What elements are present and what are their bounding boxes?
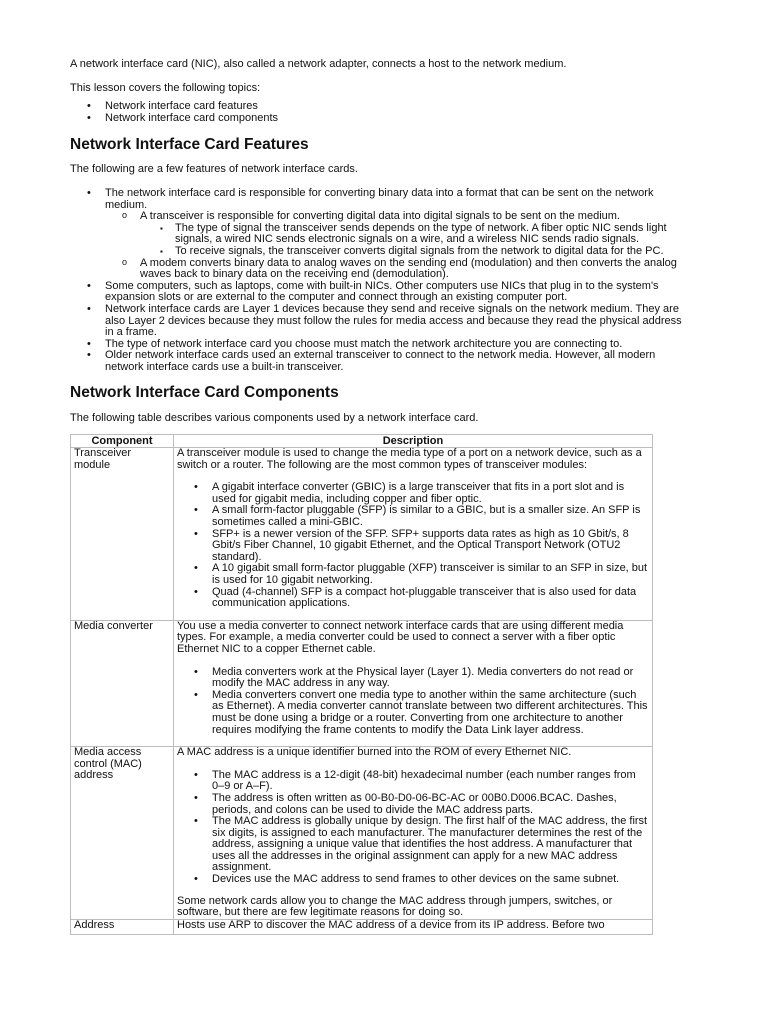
list-item: • The MAC address is globally unique by design. The first half of the MAC address, the first six digits, is assigned to each manufacturer. The manufacturer determines the rest of the address, assigning a unique value that identifies the host address. A manufacturer that uses all the addresses in the original assignment can apply for a new MAC address assignment. (177, 816, 649, 874)
component-cell: Address (71, 919, 174, 934)
description-paragraph: A MAC address is a unique identifier burned into the ROM of every Ethernet NIC. (177, 746, 572, 759)
description-cell (174, 747, 653, 920)
description-cell (174, 448, 653, 621)
table-header-row (71, 435, 653, 448)
list-item: ▪ The type of signal the transceiver sends depends on the type of network. A fiber optic NIC sends light signals, a wired NIC sends electronic signals on a wire, and a wireless NIC sends radio signals. (140, 223, 682, 246)
list-item: ▪ To receive signals, the transceiver converts digital signals from the network to digital data for the PC. (140, 246, 682, 258)
list-item: • A 10 gigabit small form-factor pluggable (XFP) transceiver is similar to an SFP in size, but is used for 10 gigabit networking. (177, 563, 649, 586)
list-item: • Quad (4-channel) SFP is a compact hot-pluggable transceiver that is also used for data communication applications. (177, 587, 649, 610)
document-page (70, 59, 682, 935)
list-item: • Media converters convert one media type to another within the same architecture (such as Ethernet). A media converter cannot translate between two different architectures. This must be done using a bridge or a router. Converting from one architecture to another requires modifying the frame contents to modify the Data Link layer address. (177, 690, 649, 736)
components-table (70, 434, 653, 935)
description-list (177, 667, 649, 737)
list-item-text: The network interface card is responsible for converting binary data into a format that can be sent on the network medium. (105, 186, 654, 211)
list-item: • The type of network interface card you choose must match the network architecture you are connecting to. (70, 339, 682, 351)
list-item: • Network interface cards are Layer 1 devices because they send and receive signals on the network medium. They are also Layer 2 devices because they must follow the rules for media access and because they read the physical address in a frame. (70, 304, 682, 339)
table-row (71, 448, 653, 621)
features-intro: The following are a few features of network interface cards. (70, 163, 358, 176)
description-list (177, 770, 649, 886)
list-item: • A gigabit interface converter (GBIC) is a large transceiver that fits in a port slot and is used for gigabit media, including copper and fiber optic. (177, 482, 649, 505)
table-row (71, 620, 653, 746)
list-item: • The address is often written as 00-B0-D0-06-BC-AC or 00B0.D006.BCAC. Dashes, periods, and colons can be used to divide the MAC address parts. (177, 793, 649, 816)
description-cell: Hosts use ARP to discover the MAC address of a device from its IP address. Before two (174, 919, 653, 934)
lesson-intro: This lesson covers the following topics: (70, 81, 261, 94)
features-heading: Network Interface Card Features (70, 136, 309, 154)
components-heading: Network Interface Card Components (70, 384, 339, 402)
list-item (70, 188, 682, 281)
features-list (70, 188, 682, 374)
list-item: • Some computers, such as laptops, come with built-in NICs. Other computers use NICs that plug in to the system's expansion slots or are external to the computer and connect through an existing computer port. (70, 281, 682, 304)
list-item: • Network interface card features (70, 101, 682, 113)
topics-list (70, 101, 682, 124)
list-item: • Older network interface cards used an external transceiver to connect to the network media. However, all modern network interface cards use a built-in transceiver. (70, 350, 682, 373)
list-item: • Network interface card components (70, 113, 682, 125)
list-item-text: A transceiver is responsible for converting digital data into digital signals to be sent on the medium. (140, 210, 620, 223)
list-item: • A small form-factor pluggable (SFP) is similar to a GBIC, but is a smaller size. An SFP is sometimes called a mini-GBIC. (177, 505, 649, 528)
list-item: • Devices use the MAC address to send frames to other devices on the same subnet. (177, 874, 649, 886)
column-header-component: Component (71, 435, 174, 448)
list-item: o A modem converts binary data to analog waves on the sending end (modulation) and then converts the analog waves back to binary data on the receiving end (demodulation). (105, 258, 682, 281)
description-cell (174, 620, 653, 746)
description-paragraph: A transceiver module is used to change the media type of a port on a network device, such as a switch or a router. The following are the most common types of transceiver modules: (177, 447, 642, 471)
component-cell: Media access control (MAC) address (71, 747, 174, 920)
component-cell: Transceiver module (71, 448, 174, 621)
component-cell: Media converter (71, 620, 174, 746)
intro-paragraph: A network interface card (NIC), also called a network adapter, connects a host to the network medium. (70, 58, 567, 70)
column-header-description: Description (174, 435, 653, 448)
table-row (71, 747, 653, 920)
components-intro: The following table describes various components used by a network interface card. (70, 412, 479, 425)
list-item: • The MAC address is a 12-digit (48-bit) hexadecimal number (each number ranges from 0–9 or A–F). (177, 770, 649, 793)
list-item (105, 211, 682, 257)
description-note: Some network cards allow you to change the MAC address through jumpers, switches, or software, but there are few legitimate reasons for doing so. (177, 894, 613, 919)
list-item: • Media converters work at the Physical layer (Layer 1). Media converters do not read or modify the MAC address in any way. (177, 667, 649, 690)
description-list (177, 482, 649, 610)
table-row (71, 919, 653, 934)
description-paragraph: You use a media converter to connect network interface cards that are using different media types. For example, a media converter could be used to connect a server with a fiber optic Ethernet NIC to a copper Ethernet cable. (177, 619, 624, 655)
list-item: • SFP+ is a newer version of the SFP. SFP+ supports data rates as high as 10 Gbit/s, 8 Gbit/s Fiber Channel, 10 gigabit Ethernet, and the Optical Transport Network (OTU2 standard). (177, 529, 649, 564)
